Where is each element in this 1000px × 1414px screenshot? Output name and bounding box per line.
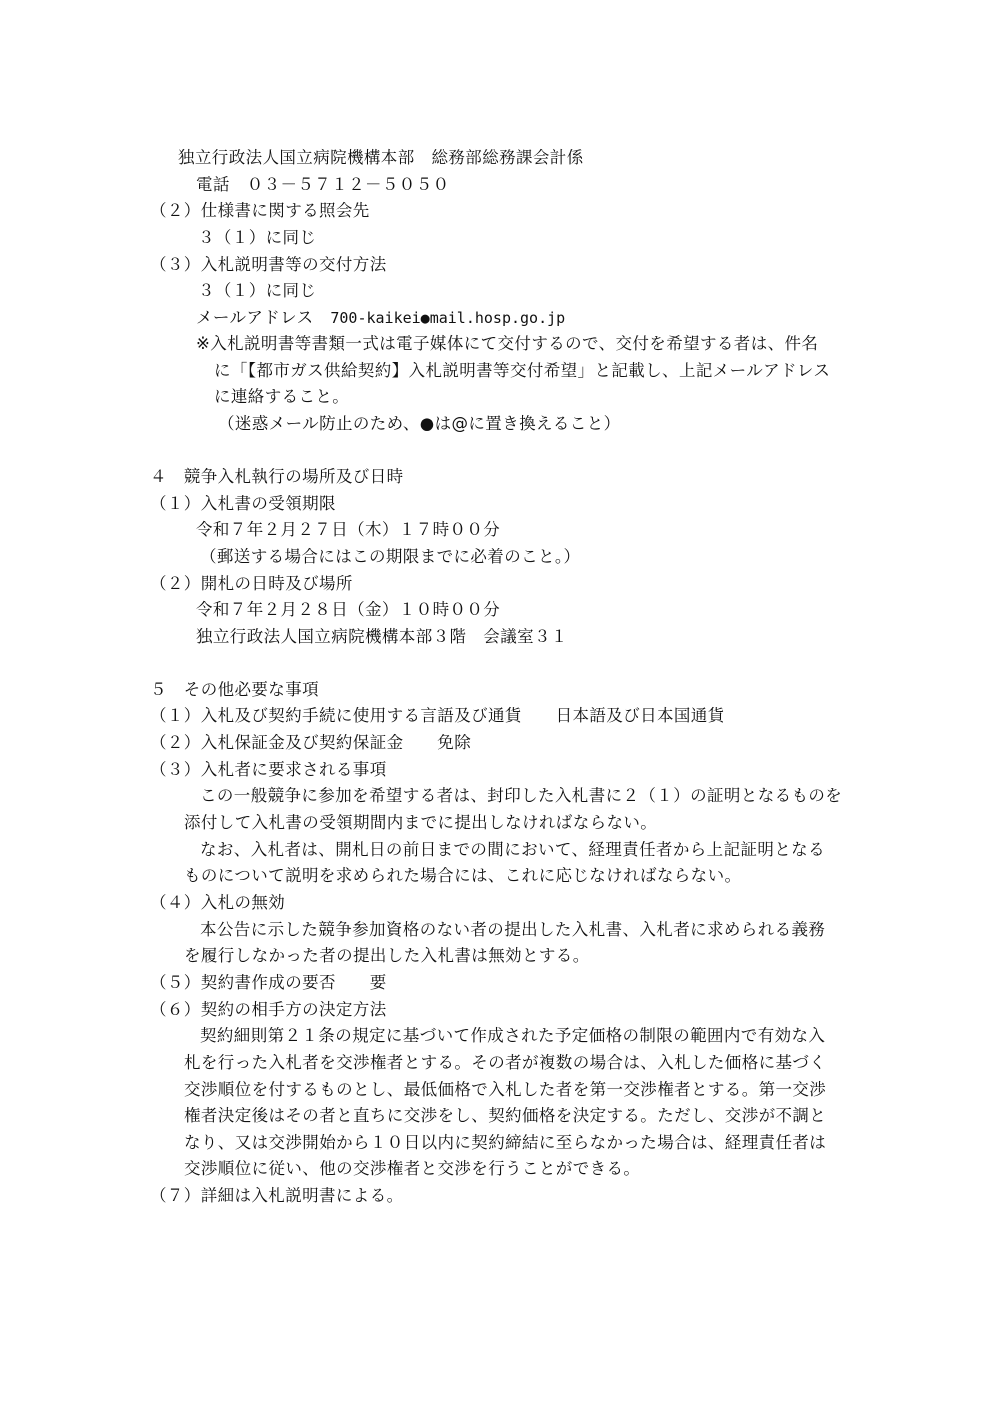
s5-3-line: ものについて説明を求められた場合には、これに応じなければならない。 (184, 866, 742, 885)
s5-3-line: この一般競争に参加を希望する者は、封印した入札書に２（１）の証明となるものを (200, 786, 843, 805)
s5-3-line: 添付して入札書の受領期間内までに提出しなければならない。 (184, 813, 658, 832)
email-line (196, 308, 565, 328)
contact-org: 独立行政法人国立病院機構本部 総務部総務課会計係 (178, 148, 584, 167)
s5-7: （７）詳細は入札説明書による。 (150, 1186, 404, 1205)
s5-6-heading: （６）契約の相手方の決定方法 (150, 1000, 387, 1019)
s4-1-heading: （１）入札書の受領期限 (150, 494, 336, 513)
s5-6-line: 交渉順位を付するものとし、最低価格で入札した者を第一交渉権者とする。第一交渉 (184, 1080, 827, 1099)
s5-6-line: 交渉順位に従い、他の交渉権者と交渉を行うことができる。 (184, 1159, 641, 1178)
s3-3-body: ３（１）に同じ (198, 281, 317, 300)
s5-6-line: 契約細則第２１条の規定に基づいて作成された予定価格の制限の範囲内で有効な入 (200, 1026, 826, 1045)
s5-3-heading: （３）入札者に要求される事項 (150, 760, 387, 779)
s4-2-heading: （２）開札の日時及び場所 (150, 574, 353, 593)
s3-2-body: ３（１）に同じ (198, 228, 317, 247)
s5-6-line: 権者決定後はその者と直ちに交渉をし、契約価格を決定する。ただし、交渉が不調と (184, 1106, 827, 1125)
s5-title: ５ その他必要な事項 (150, 680, 319, 699)
s3-3-heading: （３）入札説明書等の交付方法 (150, 255, 387, 274)
s4-1-line: 令和７年２月２７日（木）１７時００分 (196, 520, 501, 539)
email-address: 700-kaikei●mail.hosp.go.jp (330, 309, 566, 327)
s5-4-heading: （４）入札の無効 (150, 893, 286, 912)
s3-2-heading: （２）仕様書に関する照会先 (150, 201, 370, 220)
s5-1: （１）入札及び契約手続に使用する言語及び通貨 日本語及び日本国通貨 (150, 706, 725, 725)
s3-3-note-line: に連絡すること。 (214, 387, 350, 406)
s5-2: （２）入札保証金及び契約保証金 免除 (150, 733, 472, 752)
s4-2-line: 独立行政法人国立病院機構本部３階 会議室３１ (196, 627, 568, 646)
s5-5: （５）契約書作成の要否 要 (150, 973, 387, 992)
email-label: メールアドレス (196, 308, 331, 327)
s5-4-line: を履行しなかった者の提出した入札書は無効とする。 (184, 946, 590, 965)
s3-3-note-line: ※入札説明書等書類一式は電子媒体にて交付するので、交付を希望する者は、件名 (196, 334, 819, 353)
s3-3-note-line: （迷惑メール防止のため、●は@に置き換えること） (218, 414, 621, 433)
s3-3-note-line: に「【都市ガス供給契約】入札説明書等交付希望」と記載し、上記メールアドレス (214, 361, 831, 380)
s4-title: ４ 競争入札執行の場所及び日時 (150, 467, 404, 486)
s4-2-line: 令和７年２月２８日（金）１０時００分 (196, 600, 501, 619)
s4-1-line: （郵送する場合にはこの期限までに必着のこと。） (200, 547, 581, 566)
s5-4-line: 本公告に示した競争参加資格のない者の提出した入札書、入札者に求められる義務 (200, 920, 826, 939)
s5-3-line: なお、入札者は、開札日の前日までの間において、経理責任者から上記証明となる (200, 840, 825, 859)
s5-6-line: なり、又は交渉開始から１０日以内に契約締結に至らなかった場合は、経理責任者は (184, 1133, 827, 1152)
s5-6-line: 札を行った入札者を交渉権者とする。その者が複数の場合は、入札した価格に基づく (184, 1053, 827, 1072)
contact-phone: 電話 ０３－５７１２－５０５０ (196, 175, 450, 194)
